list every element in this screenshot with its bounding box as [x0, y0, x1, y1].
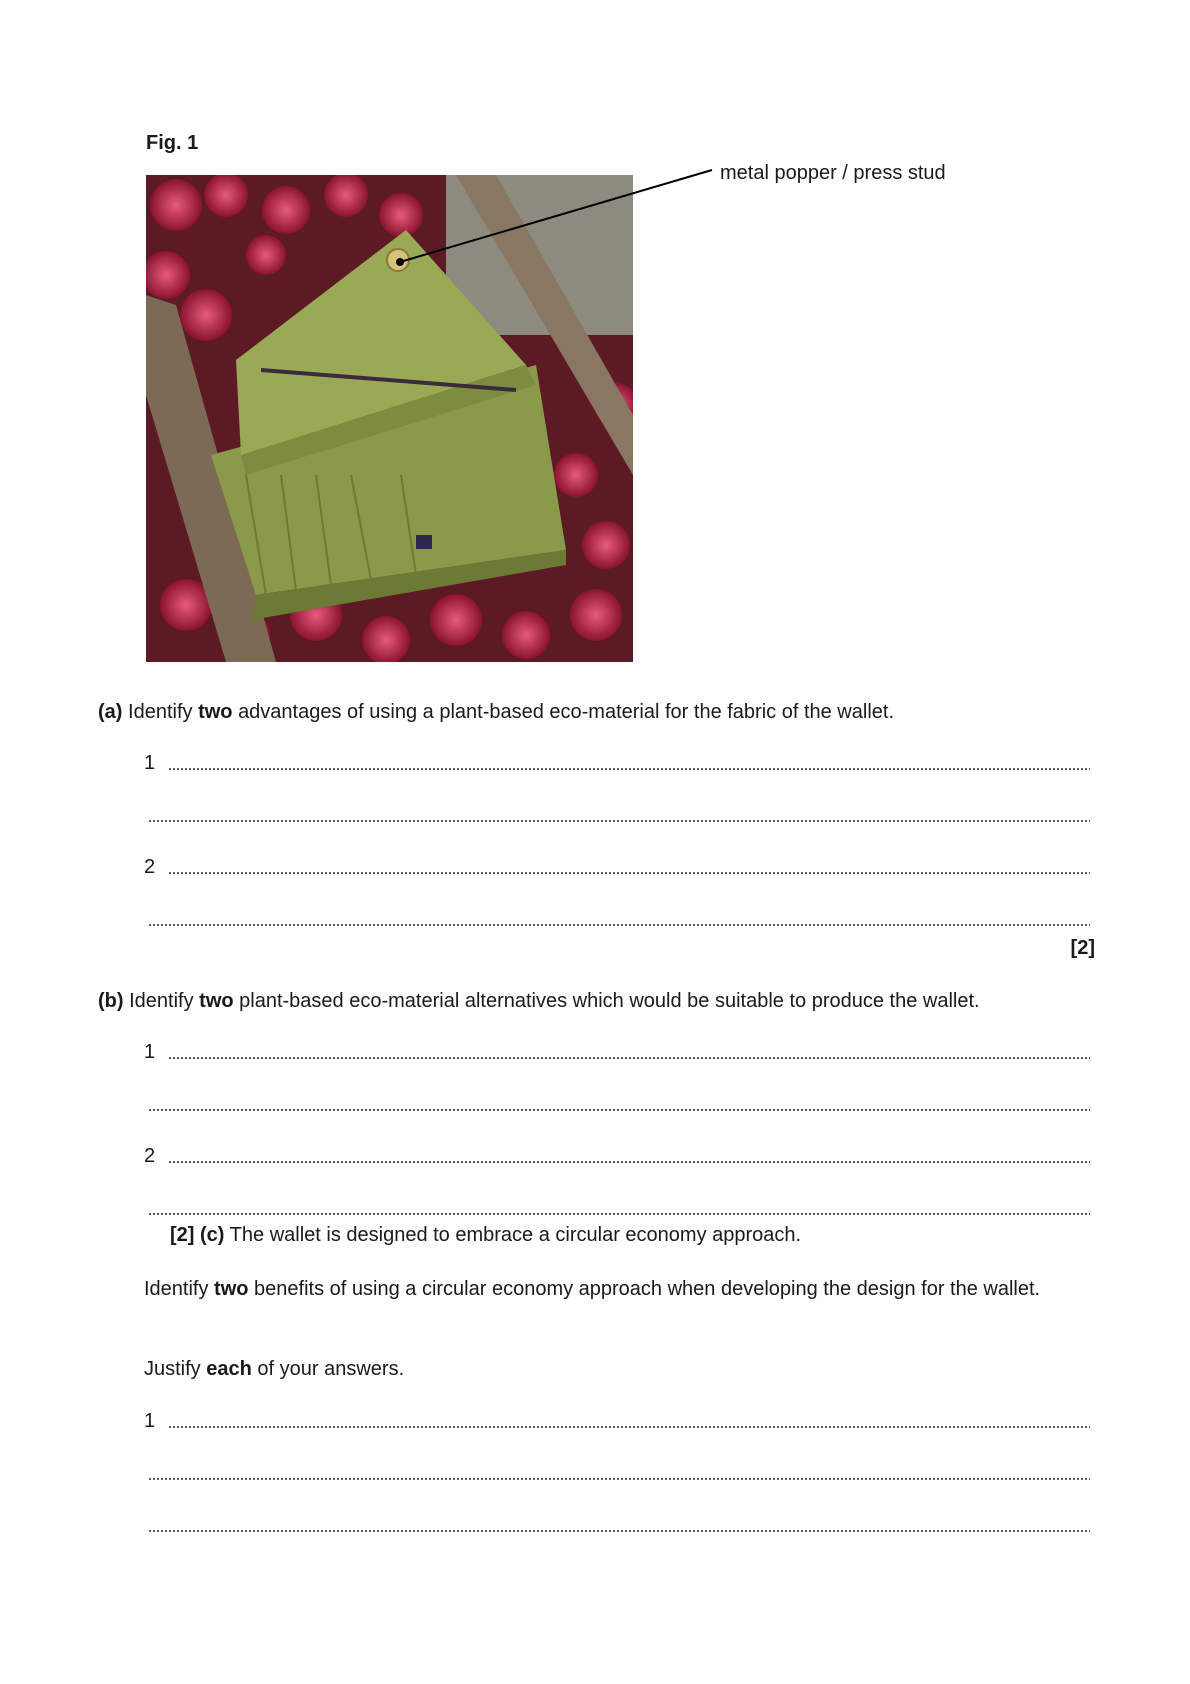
question-a: [98, 699, 894, 725]
figure-label: Fig. 1: [146, 132, 199, 154]
answer-line-a1-2[interactable]: [148, 820, 1090, 822]
question-a-text-2: advantages of using a plant-based eco-material for the fabric of the wallet.: [238, 701, 894, 723]
answer-line-b1-2[interactable]: [148, 1109, 1090, 1111]
answer-b-2-number: 2: [144, 1145, 156, 1167]
answer-line-a2-1[interactable]: [168, 872, 1090, 874]
question-c-intro-text: The wallet is designed to embrace a circular economy approach.: [229, 1224, 802, 1246]
question-c-bold-1: two: [214, 1278, 249, 1300]
question-b-bold: two: [199, 990, 234, 1012]
wallet-photo: [146, 175, 633, 662]
question-c-text-4: of your answers.: [257, 1358, 405, 1380]
question-b-text-2: plant-based eco-material alternatives which would be suitable to produce the wallet.: [239, 990, 980, 1012]
question-c-text-2: benefits of using a circular economy approach when developing the design for the wallet.: [254, 1278, 1041, 1300]
marks-b: [2]: [170, 1224, 195, 1246]
question-a-bold: two: [198, 701, 233, 723]
answer-line-c1-1[interactable]: [168, 1426, 1090, 1428]
answer-line-a1-1[interactable]: [168, 768, 1090, 770]
question-c-text-3: Justify: [144, 1358, 201, 1380]
answer-line-b2-1[interactable]: [168, 1161, 1090, 1163]
answer-line-b1-1[interactable]: [168, 1057, 1090, 1059]
answer-b-1-number: 1: [144, 1041, 156, 1063]
question-b: [98, 988, 980, 1014]
question-c-intro: [170, 1222, 801, 1248]
callout-label: metal popper / press stud: [720, 162, 946, 184]
question-c-instruction: [144, 1276, 1100, 1303]
question-c-bold-2: each: [206, 1358, 252, 1380]
answer-c-1-number: 1: [144, 1410, 156, 1432]
answer-line-c1-3[interactable]: [148, 1530, 1090, 1532]
answer-line-a2-2[interactable]: [148, 924, 1090, 926]
question-c-justify: [144, 1356, 1100, 1383]
answer-line-b2-2[interactable]: [148, 1213, 1090, 1215]
question-c-letter: (c): [200, 1224, 225, 1246]
answer-a-1-number: 1: [144, 752, 156, 774]
question-c-text-1: Identify: [144, 1278, 209, 1300]
answer-line-c1-2[interactable]: [148, 1478, 1090, 1480]
question-b-text-1: Identify: [129, 990, 194, 1012]
question-b-letter: (b): [98, 990, 124, 1012]
marks-a: [2]: [1070, 937, 1095, 959]
wallet-illustration: [146, 175, 633, 662]
question-a-text-1: Identify: [128, 701, 193, 723]
answer-a-2-number: 2: [144, 856, 156, 878]
question-a-letter: (a): [98, 701, 123, 723]
